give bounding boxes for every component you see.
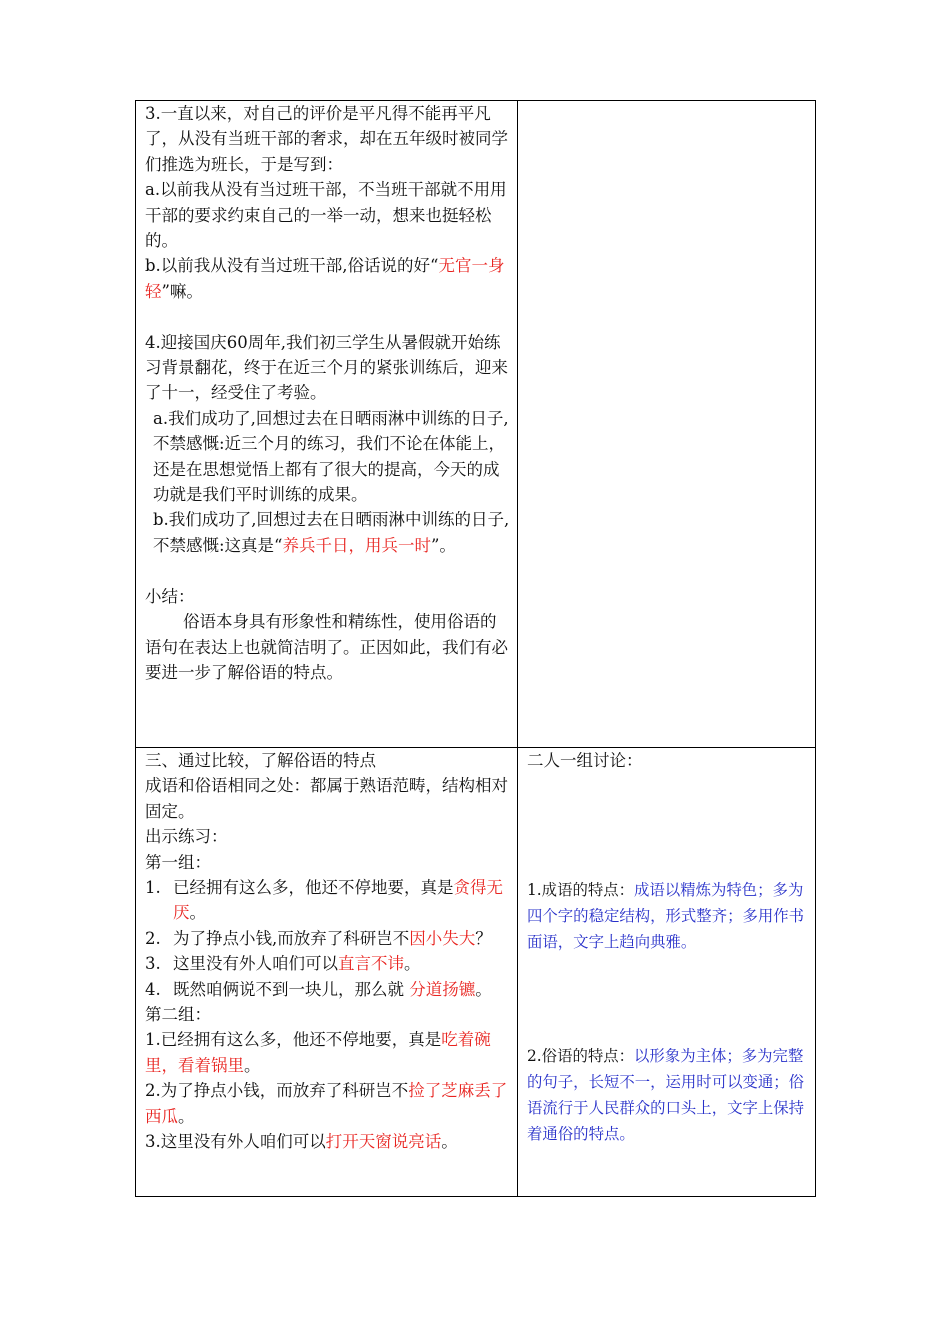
sentence-text: 3.这里没有外人咱们可以	[145, 1132, 326, 1152]
list-item	[145, 1027, 510, 1078]
spacer	[145, 304, 510, 329]
section-title: 三、通过比较，了解俗语的特点	[145, 751, 376, 770]
idiom-highlight: 直言不讳	[338, 954, 404, 974]
discussion-label: 二人一组讨论：	[527, 751, 643, 770]
table-row	[136, 101, 816, 748]
sentence-end: 。	[189, 903, 206, 923]
row1-left-cell	[136, 101, 518, 748]
list-number: 2.	[145, 928, 161, 948]
item4-b-proverb: 养兵千日，用兵一时	[282, 535, 431, 555]
group2-list	[145, 1027, 510, 1154]
summary-text: 俗语本身具有形象性和精练性，使用俗语的语句在表达上也就简洁明了。正因如此，我们有必要进一步了解俗语的特点。	[145, 612, 508, 682]
item3-option-b	[145, 253, 510, 304]
chengyu-features	[527, 877, 808, 955]
item3-b-text: b.以前我从没有当过班干部,俗话说的好“	[145, 256, 439, 276]
sentence-text: 这里没有外人咱们可以	[173, 954, 338, 974]
sentence-end: 。	[475, 979, 492, 999]
idiom-highlight: 贪得无厌	[173, 878, 503, 923]
list-item	[145, 1129, 510, 1154]
row1-right-cell	[518, 101, 816, 748]
list-item	[145, 951, 510, 976]
exercise-label: 出示练习：	[145, 827, 228, 847]
list-item	[145, 926, 510, 951]
suyu-answer: 以形象为主体；多为完整的句子，长短不一，运用时可以变通；俗语流行于人民群众的口头上，文字上保持着通俗的特点。	[527, 1047, 805, 1144]
item4-option-b	[145, 507, 510, 558]
list-item	[145, 977, 510, 1002]
item3-option-a: a.以前我从没有当过班干部，不当班干部就不用用干部的要求约束自己的一举一动，想来也挺轻松的。	[145, 180, 507, 251]
row2-left-cell	[136, 748, 518, 1197]
group1-title: 第一组：	[145, 852, 211, 872]
group1-list	[145, 875, 510, 1002]
sentence-text: 1.已经拥有这么多，他还不停地要，真是	[145, 1030, 442, 1050]
suyu-label: 2.俗语的特点：	[527, 1047, 635, 1066]
suyu-features	[527, 1043, 808, 1147]
spacer	[527, 773, 808, 877]
group2-title: 第二组：	[145, 1005, 211, 1025]
chengyu-answer: 成语以精炼为特色；多为四个字的稳定结构，形式整齐；多用作书面语，文字上趋向典雅。	[527, 881, 805, 952]
lesson-table	[135, 100, 816, 1197]
table-row	[136, 748, 816, 1197]
list-item	[145, 1078, 510, 1129]
idiom-highlight: 因小失大	[409, 928, 476, 948]
item3-intro: 3.一直以来，对自己的评价是平凡得不能再平凡了，从没有当班干部的奢求，却在五年级时被同学们推选为班长，于是写到：	[145, 104, 508, 174]
list-number: 1.	[145, 878, 161, 898]
sentence-text: 已经拥有这么多，他还不停地要，真是	[173, 878, 454, 898]
item3-b-end: ”嘛。	[161, 281, 203, 301]
idiom-highlight: 分道扬镳	[409, 979, 476, 999]
row2-right-cell	[518, 748, 816, 1197]
sentence-end: 。	[441, 1132, 458, 1152]
sentence-end: 。	[404, 954, 421, 974]
proverb-highlight: 吃着碗里，看着锅里	[145, 1030, 491, 1075]
item4-b-text: b.我们成功了,回想过去在日晒雨淋中训练的日子,不禁感慨:这真是“	[153, 510, 510, 555]
chengyu-label: 1.成语的特点：	[527, 881, 635, 900]
summary-title: 小结：	[145, 586, 195, 606]
spacer	[145, 558, 510, 583]
proverb-highlight: 捡了芝麻丢了西瓜	[145, 1081, 508, 1126]
common-points: 成语和俗语相同之处：都属于熟语范畴，结构相对固定。	[145, 776, 508, 821]
list-item	[145, 875, 510, 926]
item4-intro: 4.迎接国庆60周年,我们初三学生从暑假就开始练习背景翻花，终于在近三个月的紧张训练后，迎来了十一，经受住了考验。	[145, 332, 508, 403]
item3-b-proverb: 无官一身轻	[145, 256, 505, 301]
sentence-text: 既然咱俩说不到一块儿，那么就	[173, 979, 410, 999]
sentence-end: ？	[475, 928, 492, 948]
proverb-highlight: 打开天窗说亮话	[325, 1132, 442, 1152]
list-number: 4.	[145, 979, 161, 999]
sentence-end: 。	[178, 1106, 195, 1126]
sentence-text: 为了挣点小钱,而放弃了科研岂不	[173, 928, 410, 948]
item4-b-end: ”。	[431, 535, 456, 555]
sentence-text: 2.为了挣点小钱，而放弃了科研岂不	[145, 1081, 409, 1101]
list-number: 3.	[145, 954, 161, 974]
item4-option-a: a.我们成功了,回想过去在日晒雨淋中训练的日子,不禁感慨:近三个月的练习，我们不论在体能上，还是在思想觉悟上都有了很大的提高，今天的成功就是我们平时训练的成果。	[153, 408, 509, 505]
spacer	[527, 955, 808, 1043]
sentence-end: 。	[244, 1055, 261, 1075]
